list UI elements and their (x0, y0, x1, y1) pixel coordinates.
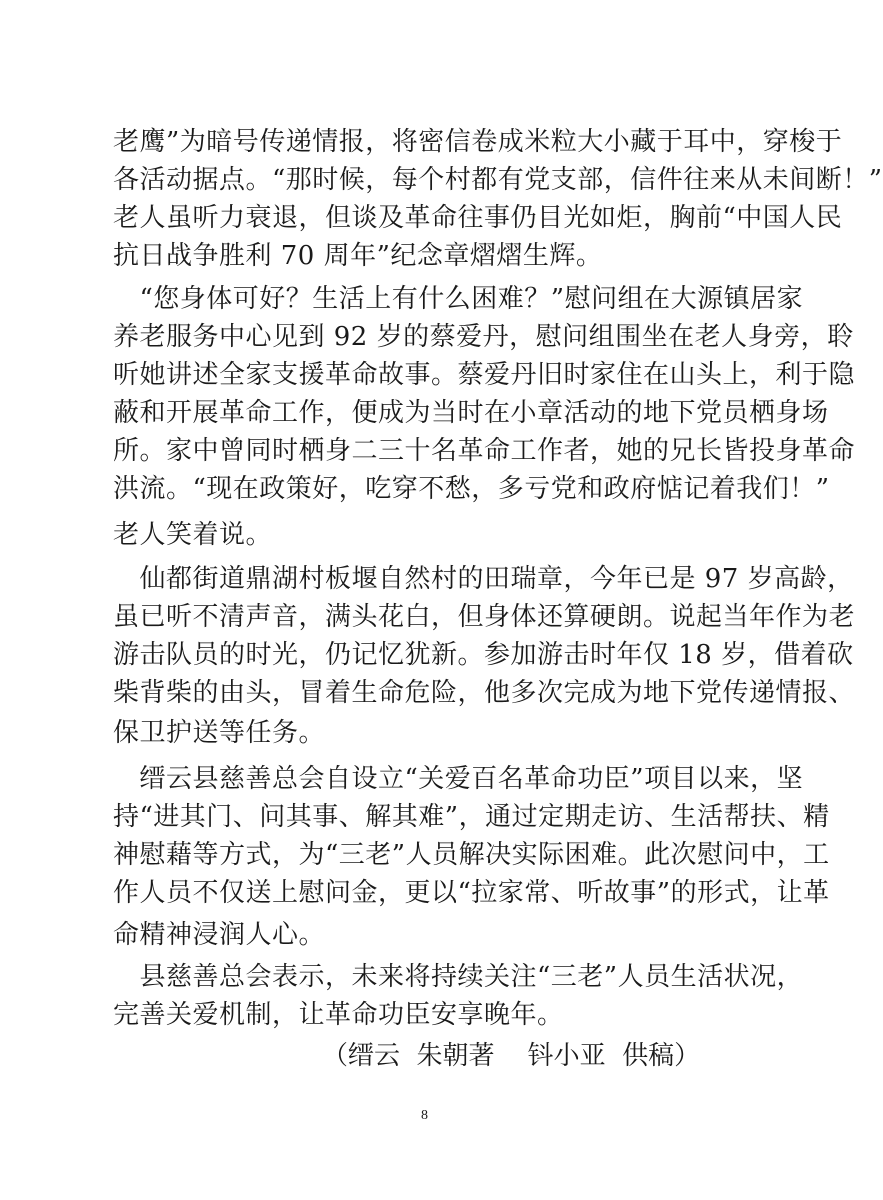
body-text-line: 老人笑着说。 (113, 520, 273, 550)
author-byline: （缙云 朱朝著 钭小亚 供稿） (322, 1041, 701, 1071)
body-text-line: 游击队员的时光，仍记忆犹新。参加游击时年仅 18 岁，借着砍 (113, 640, 854, 670)
body-text-line: 虽已听不清声音，满头花白，但身体还算硬朗。说起当年作为老 (113, 602, 856, 632)
body-text-line: 各活动据点。“那时候，每个村都有党支部，信件往来从未间断！” (113, 165, 883, 195)
body-text-line: 缙云县慈善总会自设立“关爱百名革命功臣”项目以来，坚 (113, 764, 804, 794)
body-text-line: 神慰藉等方式，为“三老”人员解决实际困难。此次慰问中，工 (113, 840, 830, 870)
body-text-line: 蔽和开展革命工作，便成为当时在小章活动的地下党员栖身场 (113, 398, 829, 428)
body-text-line: 洪流。“现在政策好，吃穿不愁，多亏党和政府惦记着我们！” (113, 474, 830, 504)
body-text-line: 完善关爱机制，让革命功臣安享晚年。 (113, 1000, 564, 1030)
body-text-line: 老鹰”为暗号传递情报，将密信卷成米粒大小藏于耳中，穿梭于 (113, 127, 843, 157)
body-text-line: 听她讲述全家支援革命故事。蔡爱丹旧时家住在山头上，利于隐 (113, 360, 856, 390)
body-text-line: 命精神浸润人心。 (113, 920, 326, 950)
body-text-line: 抗日战争胜利 70 周年”纪念章熠熠生辉。 (113, 241, 603, 271)
body-text-line: 县慈善总会表示，未来将持续关注“三老”人员生活状况， (113, 962, 804, 992)
body-text-line: 仙都街道鼎湖村板堰自然村的田瑞章，今年已是 97 岁高龄， (113, 564, 854, 594)
body-text-line: “您身体可好？生活上有什么困难？”慰问组在大源镇居家 (113, 284, 804, 314)
body-text-line: 柴背柴的由头，冒着生命危险，他多次完成为地下党传递情报、 (113, 678, 856, 708)
body-text-line: 老人虽听力衰退，但谈及革命往事仍目光如炬，胸前“中国人民 (113, 203, 843, 233)
body-text-line: 养老服务中心见到 92 岁的蔡爱丹，慰问组围坐在老人身旁，聆 (113, 322, 854, 352)
body-text-line: 所。家中曾同时栖身二三十名革命工作者，她的兄长皆投身革命 (113, 436, 856, 466)
body-text-line: 作人员不仅送上慰问金，更以“拉家常、听故事”的形式，让革 (113, 878, 830, 908)
body-text-line: 持“进其门、问其事、解其难”，通过定期走访、生活帮扶、精 (113, 802, 830, 832)
body-text-line: 保卫护送等任务。 (113, 718, 326, 748)
page-number: 8 (421, 1108, 428, 1123)
